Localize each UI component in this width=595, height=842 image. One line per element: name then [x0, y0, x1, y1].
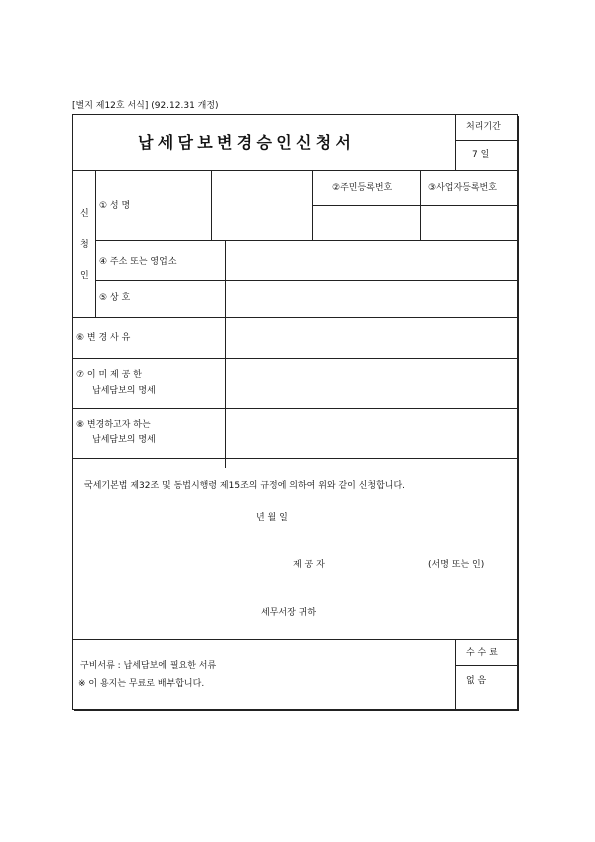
- trade-name-label: ⑤ 상 호: [99, 293, 131, 303]
- fee-label: 수 수 료: [466, 648, 498, 658]
- new-collateral-field[interactable]: [226, 409, 516, 457]
- provider-label: 제 공 자: [293, 560, 325, 570]
- fee-value: 없 음: [466, 676, 487, 686]
- signature-label: (서명 또는 인): [428, 560, 485, 570]
- form-title: 납세담보변경승인신청서: [138, 133, 356, 152]
- processing-period-label: 처리기간: [466, 122, 501, 132]
- provided-collateral-field[interactable]: [226, 359, 516, 407]
- resident-number-label: ②주민등록번호: [332, 183, 393, 193]
- application-date: 년 월 일: [256, 513, 288, 523]
- applicant-label-3: 인: [80, 271, 89, 281]
- new-collateral-label: ⑧ 변경하고자 하는: [76, 420, 151, 430]
- change-reason-label: ⑥ 변 경 사 유: [76, 333, 131, 343]
- required-documents: 구비서류 : 납세담보에 필요한 서류: [80, 661, 217, 671]
- declaration-statement: 국세기본법 제32조 및 동법시행령 제15조의 규정에 의하여 위와 같이 신청합니다.: [84, 481, 406, 491]
- recipient-label: 세무서장 귀하: [261, 608, 317, 618]
- address-field[interactable]: [226, 241, 516, 279]
- resident-number-field[interactable]: [313, 206, 419, 239]
- name-label: ① 성 명: [99, 201, 131, 211]
- provided-collateral-label: ⑦ 이 미 제 공 한: [76, 370, 142, 380]
- change-reason-field[interactable]: [226, 318, 516, 357]
- business-number-label: ③사업자등록번호: [428, 183, 497, 193]
- applicant-label-2: 청: [80, 240, 89, 250]
- trade-name-field[interactable]: [226, 281, 516, 316]
- provided-collateral-label-2: 납세담보의 명세: [92, 386, 156, 396]
- business-number-field[interactable]: [421, 206, 516, 239]
- applicant-label-1: 신: [80, 209, 89, 219]
- name-field[interactable]: [212, 171, 311, 239]
- new-collateral-label-2: 납세담보의 명세: [92, 435, 156, 445]
- address-label: ④ 주소 또는 영업소: [99, 257, 177, 267]
- form-identifier: [별지 제12호 서식] (92.12.31 개정): [72, 101, 219, 111]
- processing-period-value: 7 일: [472, 150, 490, 160]
- free-distribution-note: ※ 이 용지는 무료로 배부합니다.: [78, 679, 205, 689]
